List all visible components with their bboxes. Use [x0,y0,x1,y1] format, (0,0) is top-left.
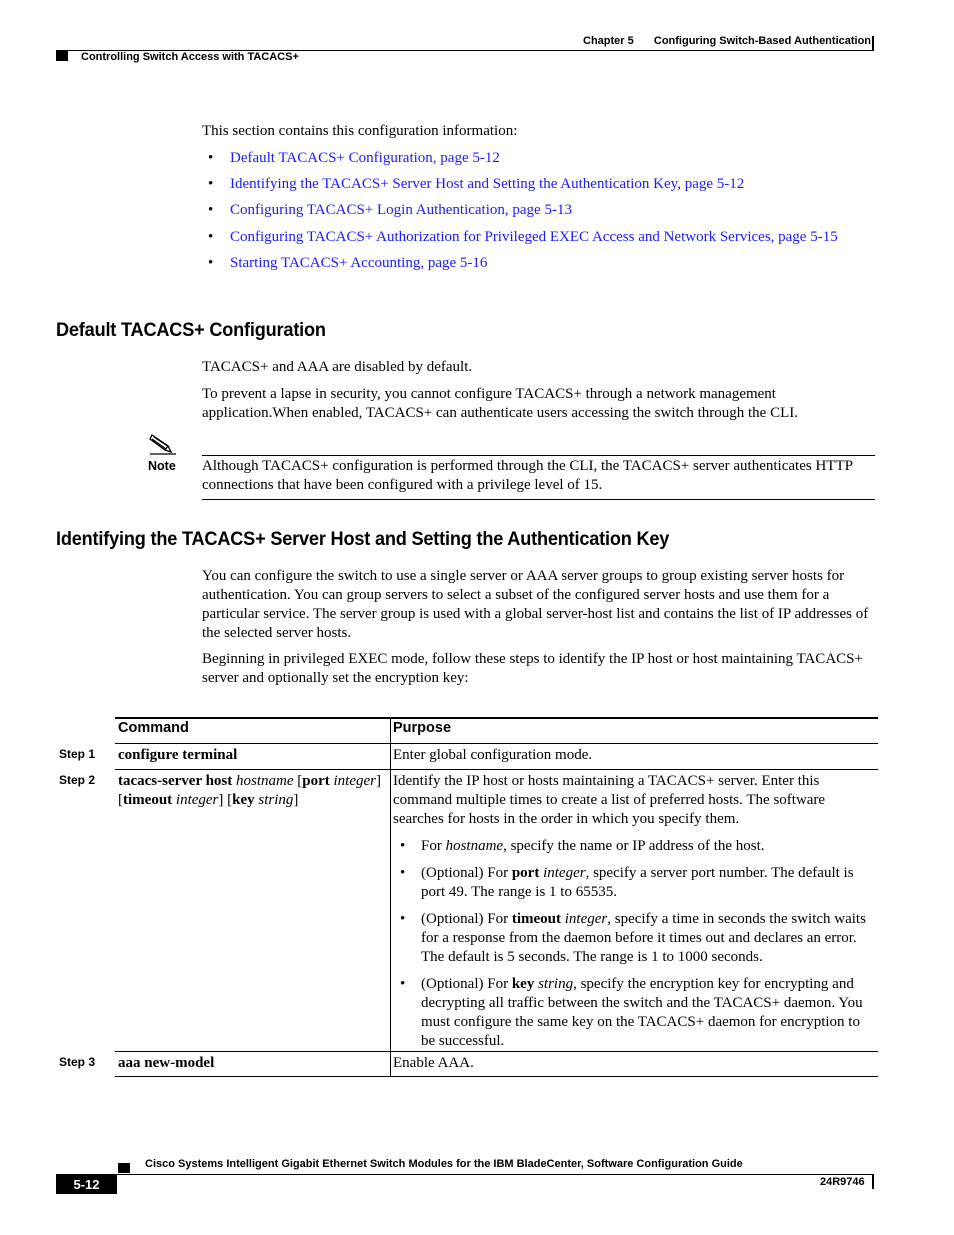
cmd-keyword: key [232,792,255,808]
note-pencil-icon [148,432,178,461]
page-number [56,1175,117,1194]
cmd-argument: hostname [236,773,294,789]
chapter-number: Chapter 5 [583,35,634,47]
footer-doc-id: 24R9746 [820,1176,865,1188]
note-text: Although TACACS+ configuration is performed through the CLI, the TACACS+ server authenticates HTTP connections that have been configured with a privilege level of 15. [202,458,853,493]
intro-text: This section contains this configuration information: [202,123,518,139]
note-bottom-rule [202,499,875,500]
link-default-config[interactable]: Default TACACS+ Configuration, page 5-12 [230,150,500,166]
table-top-rule [115,717,878,719]
command-aaa-new-model: aaa new-model [118,1055,215,1071]
cmd-argument: integer [175,792,219,808]
footer-rule [56,1174,874,1175]
paragraph: You can configure the switch to use a single server or AAA server groups to group existing server hosts for authentication. You can group servers to select a subset of the configured server hosts and use them for a particular service. The server group is used with a global server-host list and contains the list of IP addresses of the selected server hosts. [202,568,869,641]
list-item [202,149,874,168]
link-list [202,149,874,273]
purpose-text: Identify the IP host or hosts maintaining a TACACS+ server. Enter this command multiple times to create a list of preferred hosts. The software searches for hosts in the order in which you specify them. [393,773,826,827]
cmd-argument: integer [333,773,377,789]
list-item [202,254,874,273]
table-row [118,746,237,765]
column-header-purpose: Purpose [393,720,452,736]
list-item: • (Optional) For timeout integer, specify a time in seconds the switch waits for a response from the daemon before it times out and declares an error. The default is 5 seconds. The range is 1 to 1000 seconds. [393,910,873,967]
cmd-argument: string [258,792,294,808]
command-configure-terminal: configure terminal [118,747,238,763]
chapter-title: Configuring Switch-Based Authentication [653,35,872,47]
list-item: • (Optional) For key string, specify the encryption key for encrypting and decrypting all traffic between the switch and the TACACS+ daemon. You must configure the same key on the TACACS+ daemon for encryption to be successful. [393,975,873,1051]
footer-square-marker [118,1163,130,1173]
cmd-keyword: timeout [123,792,173,808]
paragraph: To prevent a lapse in security, you cannot configure TACACS+ through a network management application.When enabled, TACACS+ can authenticate users accessing the switch through the CLI. [202,386,798,421]
table-header-rule [115,743,878,744]
footer-end-bar [872,1175,874,1189]
section-heading-identify-server: Identifying the TACACS+ Server Host and Setting the Authentication Key [56,528,670,550]
link-identify-server[interactable]: Identifying the TACACS+ Server Host and Setting the Authentication Key, page 5-12 [230,176,745,192]
note-label: Note [148,459,176,473]
step-label: Step 2 [59,773,96,787]
link-authorization[interactable]: Configuring TACACS+ Authorization for Privileged EXEC Access and Network Services, page 5-15 [230,229,838,245]
paragraph: Beginning in privileged EXEC mode, follow these steps to identify the IP host or host maintaining TACACS+ server and optionally set the encryption key: [202,651,863,686]
note-top-rule [202,455,875,456]
list-item: • For hostname, specify the name or IP address of the host. [393,837,873,856]
purpose-cell [393,772,873,1059]
header-chapter [583,35,871,47]
step-label: Step 3 [59,1055,96,1069]
cmd-bracket: ] [293,792,299,808]
table-bottom-rule [115,1076,878,1077]
paragraph: TACACS+ and AAA are disabled by default. [202,359,473,375]
footer-title: Cisco Systems Intelligent Gigabit Ethernet Switch Modules for the IBM BladeCenter, Software Configuration Guide [145,1158,743,1170]
cmd-keyword: port [302,773,330,789]
header-section: Controlling Switch Access with TACACS+ [81,51,299,63]
list-item [202,228,874,247]
list-item [202,175,874,194]
link-login-auth[interactable]: Configuring TACACS+ Login Authentication, page 5-13 [230,202,572,218]
cmd-bracket: [ [297,773,303,789]
section-heading-default-config: Default TACACS+ Configuration [56,319,326,341]
header-square-marker [56,51,68,61]
list-item: • (Optional) For port integer, specify a server port number. The default is port 49. The range is 1 to 65535. [393,864,873,902]
page-number-text: 5-12 [73,1177,100,1192]
column-header-command: Command [118,720,189,736]
link-accounting[interactable]: Starting TACACS+ Accounting, page 5-16 [230,255,488,271]
table-column-divider [390,719,391,1077]
list-item [202,201,874,220]
cmd-bracket: ] [ [218,792,233,808]
header-end-bar [872,36,874,51]
purpose-cell: Enable AAA. [393,1055,474,1071]
cmd-bracket: ] [ [118,773,382,808]
cmd-keyword: tacacs-server host [118,773,233,789]
command-tacacs-server-host [118,772,386,810]
row-rule [115,769,878,770]
purpose-cell: Enter global configuration mode. [393,747,593,763]
option-list [393,837,873,1051]
table-row [118,1054,214,1073]
step-label: Step 1 [59,747,96,761]
row-rule [115,1051,878,1052]
